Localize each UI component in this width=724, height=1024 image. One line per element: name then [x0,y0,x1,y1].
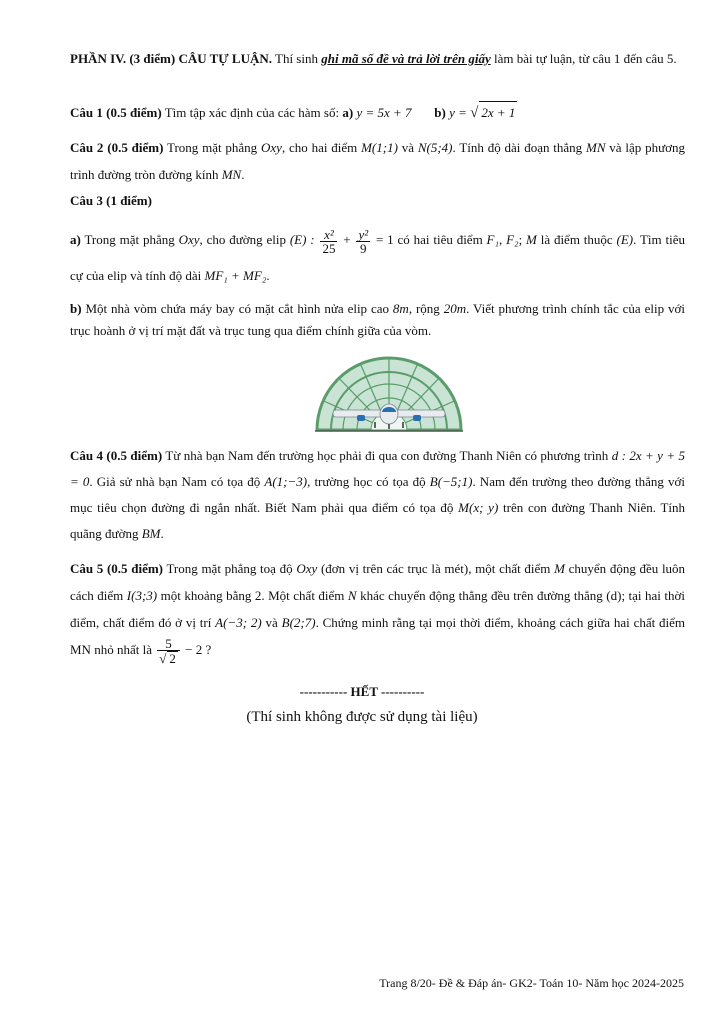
height-value: 8m [392,301,409,316]
ellipse-name: (E) : [289,232,315,247]
width-value: 20m [443,301,467,316]
question-3b-label: b) [70,301,82,316]
part-intro-text-end: làm bài tự luận, từ câu 1 đến câu 5. [493,51,677,66]
equals-one: = 1 [375,232,394,247]
question-5-label: Câu 5 (0.5 điểm) [70,561,163,576]
question-3a-text-3: có hai tiêu điểm [397,232,483,247]
question-3a [70,222,685,294]
question-1-part-a-label: a) [342,105,354,120]
question-1-part-b-label: b) [434,105,446,120]
plus-sign: + [343,232,351,247]
fraction-y2-9 [356,228,370,255]
end-marker: ----------- HẾT ---------- [299,684,425,699]
minus-two: − 2 [185,642,203,657]
point-m: M [526,232,537,247]
question-3b [70,298,685,342]
oxy-symbol: Oxy [296,561,318,576]
question-5-text: Trong mặt phẳng toạ độ [166,561,293,576]
hangar-illustration [313,352,465,434]
question-2-text-4: và lập phương trình đường tròn đường kính [70,140,685,182]
oxy-symbol: Oxy [178,232,200,247]
period: . [266,268,270,283]
ellipse-name-2: (E) [616,232,634,247]
question-2 [70,134,685,188]
question-5-text-3: chuyển động đều luôn cách điểm [70,561,686,603]
part-intro-text: Thí sinh [275,51,318,66]
segment-mn-2: MN [221,167,242,182]
period: . [160,526,164,541]
fraction-denominator [157,651,180,665]
conjunction: và [401,140,415,155]
segment-bm: BM [141,526,161,541]
point-i: I(3;3) [126,588,158,603]
question-3a-text-5: . Tìm tiêu cự của elip và tính độ dài [70,232,685,283]
question-4-text-3: , trường học có tọa độ [307,474,426,489]
point-m: M(x; y) [458,500,499,515]
semicolon: ; [518,232,523,247]
oxy-symbol: Oxy [261,140,282,155]
question-4-text-2: . Giả sử nhà bạn Nam có tọa độ [89,474,261,489]
fraction-x2-25 [320,228,337,255]
segment-mn: MN [585,140,606,155]
question-3-label-line [70,190,685,212]
point-a: A(1;−3) [264,474,308,489]
point-m: M(1;1) [361,140,398,155]
fraction-numerator: x² [320,228,337,242]
question-4 [70,443,685,547]
question-1 [70,101,685,124]
fraction-5-over-sqrt2 [157,637,180,665]
question-4-text-4: . Nam đến trường theo đường thẳng với mục tiêu chọn đường đi ngắn nhất. Biết Nam phải qua điểm có tọa độ [70,474,685,515]
question-1-expr-b-prefix: y = [449,105,467,120]
question-5-text-4: một khoảng bằng 2. Một chất điểm [160,588,345,603]
fraction-numerator: y² [358,226,369,242]
comma: , [499,232,503,247]
question-5-text-6: . Chứng minh rằng tại mọi thời điểm, khoảng cách giữa hai chất điểm MN nhỏ nhất là [70,615,686,657]
period: . [241,167,245,182]
question-2-label: Câu 2 (0.5 điểm) [70,140,164,155]
question-5-text-2: (đơn vị trên các trục là mét), một chất điểm [320,561,551,576]
point-b: B(2;7) [281,615,316,630]
question-3a-text: Trong mặt phẳng [84,232,175,247]
line-d-equation: d : 2x + y + 5 = 0 [70,448,686,489]
question-2-text-2: , cho hai điểm [281,140,358,155]
fraction-numerator: 5 [157,637,180,651]
question-1-label: Câu 1 (0.5 điểm) [70,105,162,120]
question-3a-text-2: , cho đường elip [199,232,286,247]
point-b: B(−5;1) [429,474,473,489]
focus-f1: F₁ [486,232,499,247]
part-title: PHẦN IV. (3 điểm) CÂU TỰ LUẬN. [70,51,272,66]
question-3b-text: Một nhà vòm chứa máy bay có mặt cắt hình nửa elip cao [85,301,390,316]
question-mark: ? [205,642,212,657]
particle-m: M [554,561,565,576]
point-a: A(−3; 2) [215,615,262,630]
question-1-text: Tìm tập xác định của các hàm số: [164,105,340,120]
question-2-text: Trong mặt phẳng [166,140,258,155]
question-3b-text-3: . Viết phương trình chính tắc của elip với trục hoành ở vị trí mặt đất và trục tung qua điểm chính giữa của vòm. [70,301,685,338]
question-5 [70,555,685,665]
question-4-text: Từ nhà bạn Nam đến trường học phải đi qua con đường Thanh Niên có phương trình [165,448,609,463]
question-3-label: Câu 3 (1 điểm) [70,193,152,208]
fraction-denominator: 9 [360,240,367,256]
fraction-denominator: 25 [322,240,336,256]
question-1-expr-a: y = 5x + 7 [356,105,412,120]
part-intro-emphasis: ghi mã số đề và trả lời trên giấy [321,51,491,66]
particle-n: N [347,588,357,603]
question-1-expr-b-radicand: 2x + 1 [481,105,516,120]
page-footer: Trang 8/20- Đề & Đáp án- GK2- Toán 10- Năm học 2024-2025 [379,976,684,990]
question-3a-text-4: là điểm thuộc [540,232,613,247]
question-3b-text-2: , rộng [408,301,440,316]
exam-note: (Thí sinh không được sử dụng tài liệu) [246,709,478,725]
radicand: 2 [169,651,176,667]
point-n: N(5;4) [417,140,453,155]
focal-sum: MF₁ + MF₂ [204,268,267,283]
question-3a-label: a) [70,232,81,247]
sqrt-icon: √ [159,651,167,667]
question-5-text-5: khác chuyển động thẳng đều trên đường thẳng (d); tại hai thời điểm, chất điểm đó ở vị trí [70,588,686,630]
part-heading-paragraph [70,48,685,70]
conjunction: và [265,615,278,630]
question-4-label: Câu 4 (0.5 điểm) [70,448,163,463]
sqrt-icon: √ [470,105,479,121]
question-2-text-3: . Tính độ dài đoạn thẳng [452,140,583,155]
question-4-text-5: trên con đường Thanh Niên. Tính quãng đường [70,500,686,541]
focus-f2: F₂ [506,232,519,247]
